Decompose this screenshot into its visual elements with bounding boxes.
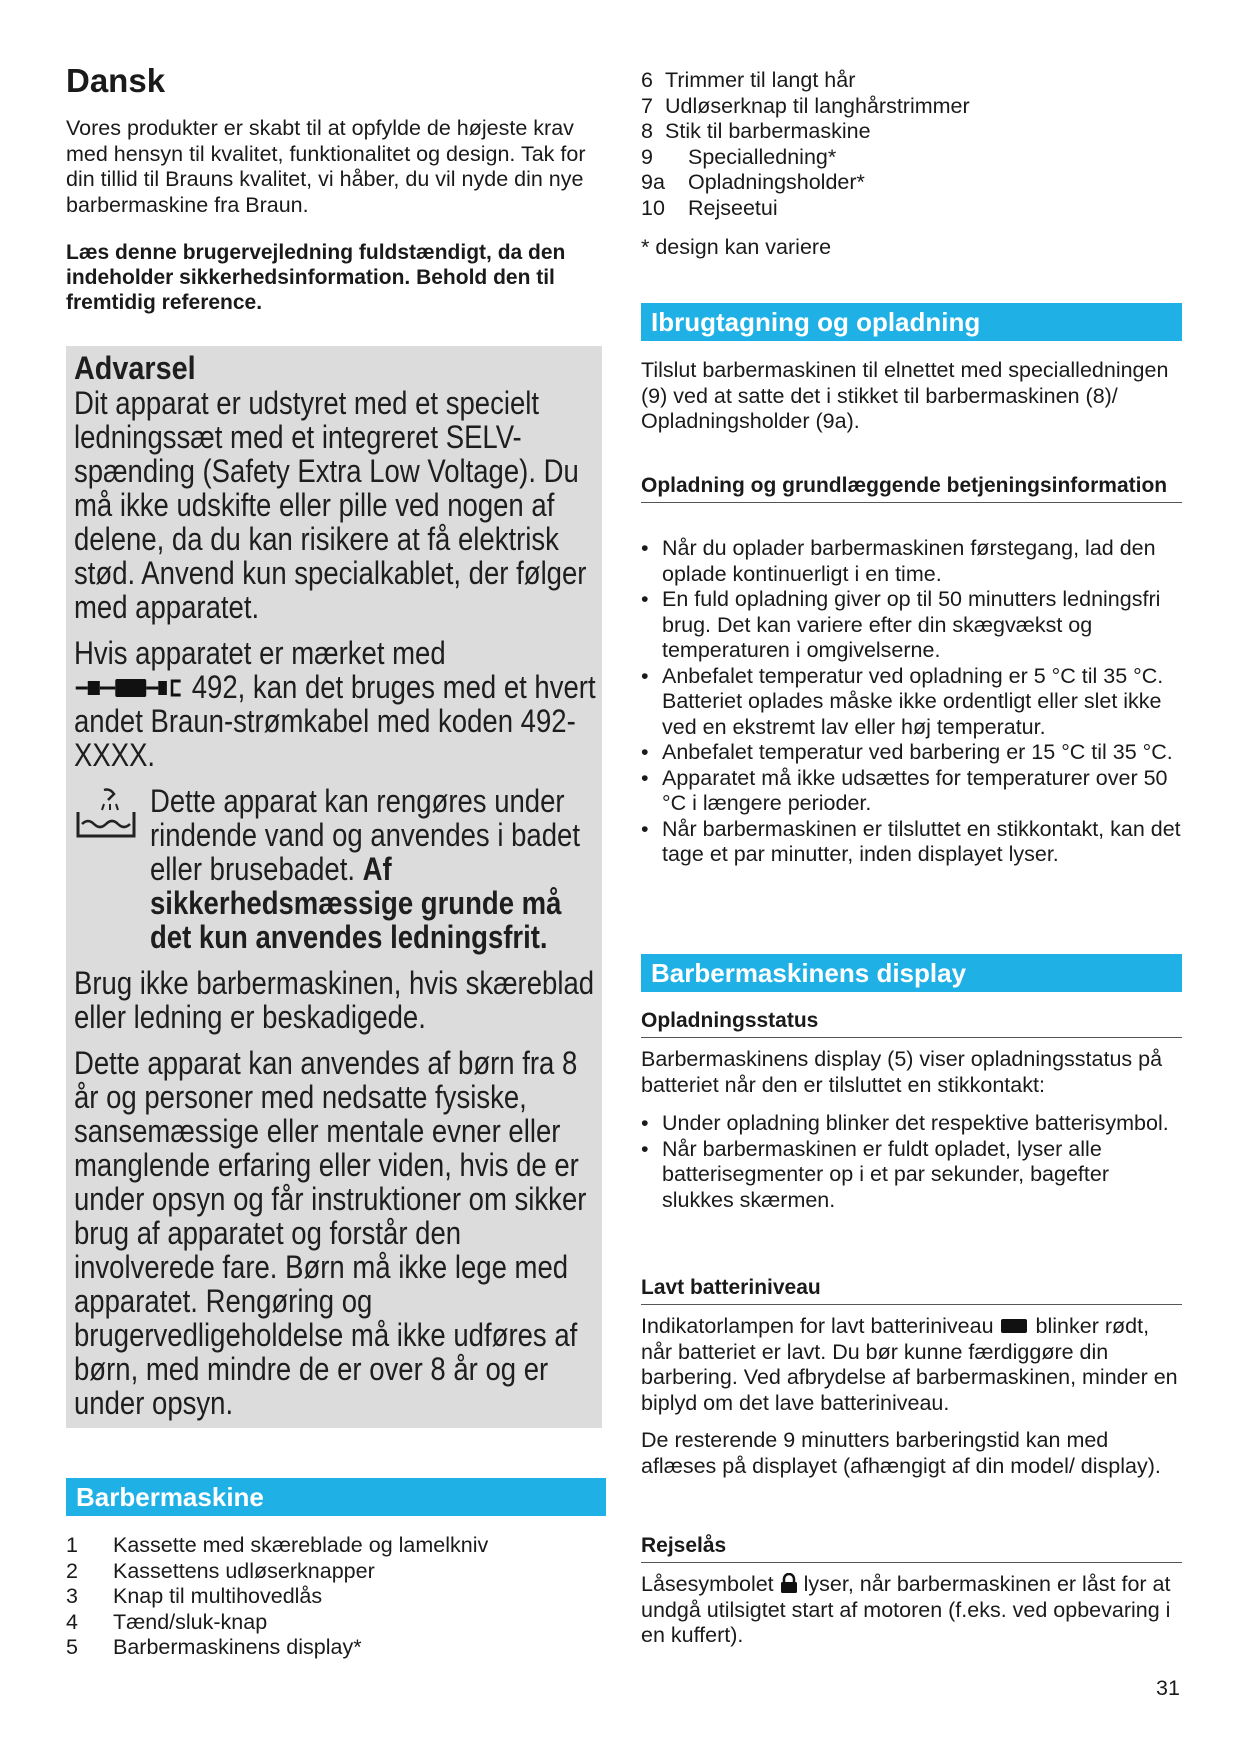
list-item: 7 Udløserknap til langhårstrimmer — [641, 93, 970, 118]
low-battery-icon — [1000, 1317, 1030, 1335]
warning-p3-text: Dette apparat kan rengøres under rindende vand og anvendes i badet eller brusebadet. — [150, 783, 580, 887]
shower-warning — [74, 784, 602, 954]
list-item: • En fuld opladning giver op til 50 minutters ledningsfri brug. Det kan variere efter din skægvækst og temperaturen i omgivelserne. — [641, 587, 1182, 664]
warning-p2-lead: Hvis apparatet er mærket med — [74, 635, 446, 671]
shower-washable-icon — [74, 786, 138, 842]
list-item: 4 Tænd/sluk-knap — [66, 1609, 268, 1634]
charging-status-bullets — [641, 1111, 1182, 1213]
warning-title: Advarsel — [74, 350, 196, 386]
power-cord-icon — [74, 675, 184, 701]
list-item: 3 Knap til multihovedlås — [66, 1584, 323, 1608]
warning-paragraph-4: Brug ikke barbermaskinen, hvis skæreblad eller ledning er beskadigede. — [74, 965, 595, 1035]
charging-intro: Tilslut barbermaskinen til elnettet med specialledningen (9) ved at satte det i stikket til barbermaskinen (8)/ Opladningsholder (9a). — [641, 358, 1169, 433]
list-item: 10 Rejseetui — [641, 195, 778, 220]
list-item: 8 Stik til barbermaskine — [641, 119, 871, 143]
charging-bullets — [641, 536, 1182, 868]
lock-icon — [780, 1573, 798, 1593]
list-item: 9 Specialledning* — [641, 144, 837, 169]
page-title: Dansk — [66, 62, 166, 99]
low-battery-heading: Lavt batteriniveau — [641, 1275, 1182, 1305]
list-item: • Når barbermaskinen er tilsluttet en stikkontakt, kan det tage et par minutter, inden displayet lyser. — [641, 817, 1182, 868]
list-item: • Apparatet må ikke udsættes for temperaturer over 50 °C i længere perioder. — [641, 766, 1182, 817]
list-item: 5 Barbermaskinens display* — [66, 1635, 362, 1659]
remaining-time-text: De resterende 9 minutters barberingstid kan med aflæses på displayet (afhængigt af din model/ display). — [641, 1428, 1161, 1478]
low-battery-text: Indikatorlampen for lavt batteriniveau blinker rødt, når batteriet er lavt. Du bør kunne færdiggøre din barbering. Ved afbrydelse af barbermaskinen, minder en biplyd om det lave batteriniveau. — [641, 1314, 1178, 1415]
warning-box — [66, 346, 602, 1428]
list-item: • Når barbermaskinen er fuldt opladet, lyser alle batterisegmenter op i et par sekunder, bagefter slukkes skærmen. — [641, 1137, 1182, 1214]
section-heading-shaver: Barbermaskine — [66, 1478, 606, 1516]
warning-paragraph-2 — [74, 636, 599, 772]
section-heading-display: Barbermaskinens display — [641, 954, 1182, 992]
section-heading-charging: Ibrugtagning og opladning — [641, 303, 1182, 341]
list-item: 9a Opladningsholder* — [641, 170, 865, 194]
charging-status-text: Barbermaskinens display (5) viser opladningsstatus på batteriet når den er tilsluttet en stikkontakt: — [641, 1047, 1163, 1097]
travel-lock-heading: Rejselås — [641, 1533, 1182, 1563]
warning-paragraph-5: Dette apparat kan anvendes af børn fra 8 år og personer med nedsatte fysiske, sansemæssige eller mentale evner eller manglende erfaring eller viden, hvis de er under opsyn og får instruktioner om sikker brug af apparatet og forstår den involverede fare. Børn må ikke lege med apparatet. Rengøring og brugervedligeholdelse må ikke udføres af børn, med mindre de er over 8 år og er under opsyn. — [74, 1045, 587, 1421]
list-item: 2 Kassettens udløserknapper — [66, 1558, 375, 1583]
list-item: • Anbefalet temperatur ved barbering er 15 °C til 35 °C. — [641, 740, 1182, 766]
warning-p3-bold: Af sikkerhedsmæssige grunde må det kun anvendes ledningsfrit. — [150, 851, 562, 955]
parts-list-right — [641, 68, 1182, 221]
design-note: * design kan variere — [641, 235, 832, 259]
list-item: • Under opladning blinker det respektive batterisymbol. — [641, 1111, 1182, 1137]
list-item: 1 Kassette med skæreblade og lamelkniv — [66, 1533, 489, 1557]
charging-subheading: Opladning og grundlæggende betjeningsinformation — [641, 473, 1182, 503]
list-item: 6 Trimmer til langt hår — [641, 68, 856, 92]
warning-paragraph-1: Dit apparat er udstyret med et specielt ledningssæt med et integreret SELV-spænding (Safety Extra Low Voltage). Du må ikke udskifte eller pille ved nogen af delene, da du kan risikere at få elektrisk stød. Anvend kun specialkablet, der følger med apparatet. — [74, 385, 587, 625]
page-number: 31 — [1156, 1676, 1180, 1700]
list-item: • Anbefalet temperatur ved opladning er 5 °C til 35 °C. Batteriet oplades måske ikke ordentligt eller slet ikke ved en ekstremt lav eller høj temperatur. — [641, 664, 1182, 741]
intro-paragraph: Vores produkter er skabt til at opfylde de højeste krav med hensyn til kvalitet, funktionalitet og design. Tak for din tillid til Brauns kvalitet, vi håber, du vil nyde din nye barbermaskine fra Braun. — [66, 116, 586, 217]
parts-list-left — [66, 1533, 606, 1661]
list-item: • Når du oplader barbermaskinen førstegang, lad den oplade kontinuerligt i en time. — [641, 536, 1182, 587]
travel-lock-text: Låsesymbolet lyser, når barbermaskinen er låst for at undgå utilsigtet start af motoren (f.eks. ved opbevaring i en kuffert). — [641, 1572, 1171, 1647]
warning-p2-rest: 492, kan det bruges med et hvert andet Braun-strømkabel med koden 492-XXXX. — [74, 669, 596, 773]
intro-bold-paragraph: Læs denne brugervejledning fuldstændigt, da den indeholder sikkerhedsinformation. Behold den til fremtidig reference. — [66, 241, 566, 314]
charging-status-heading: Opladningsstatus — [641, 1008, 1182, 1038]
